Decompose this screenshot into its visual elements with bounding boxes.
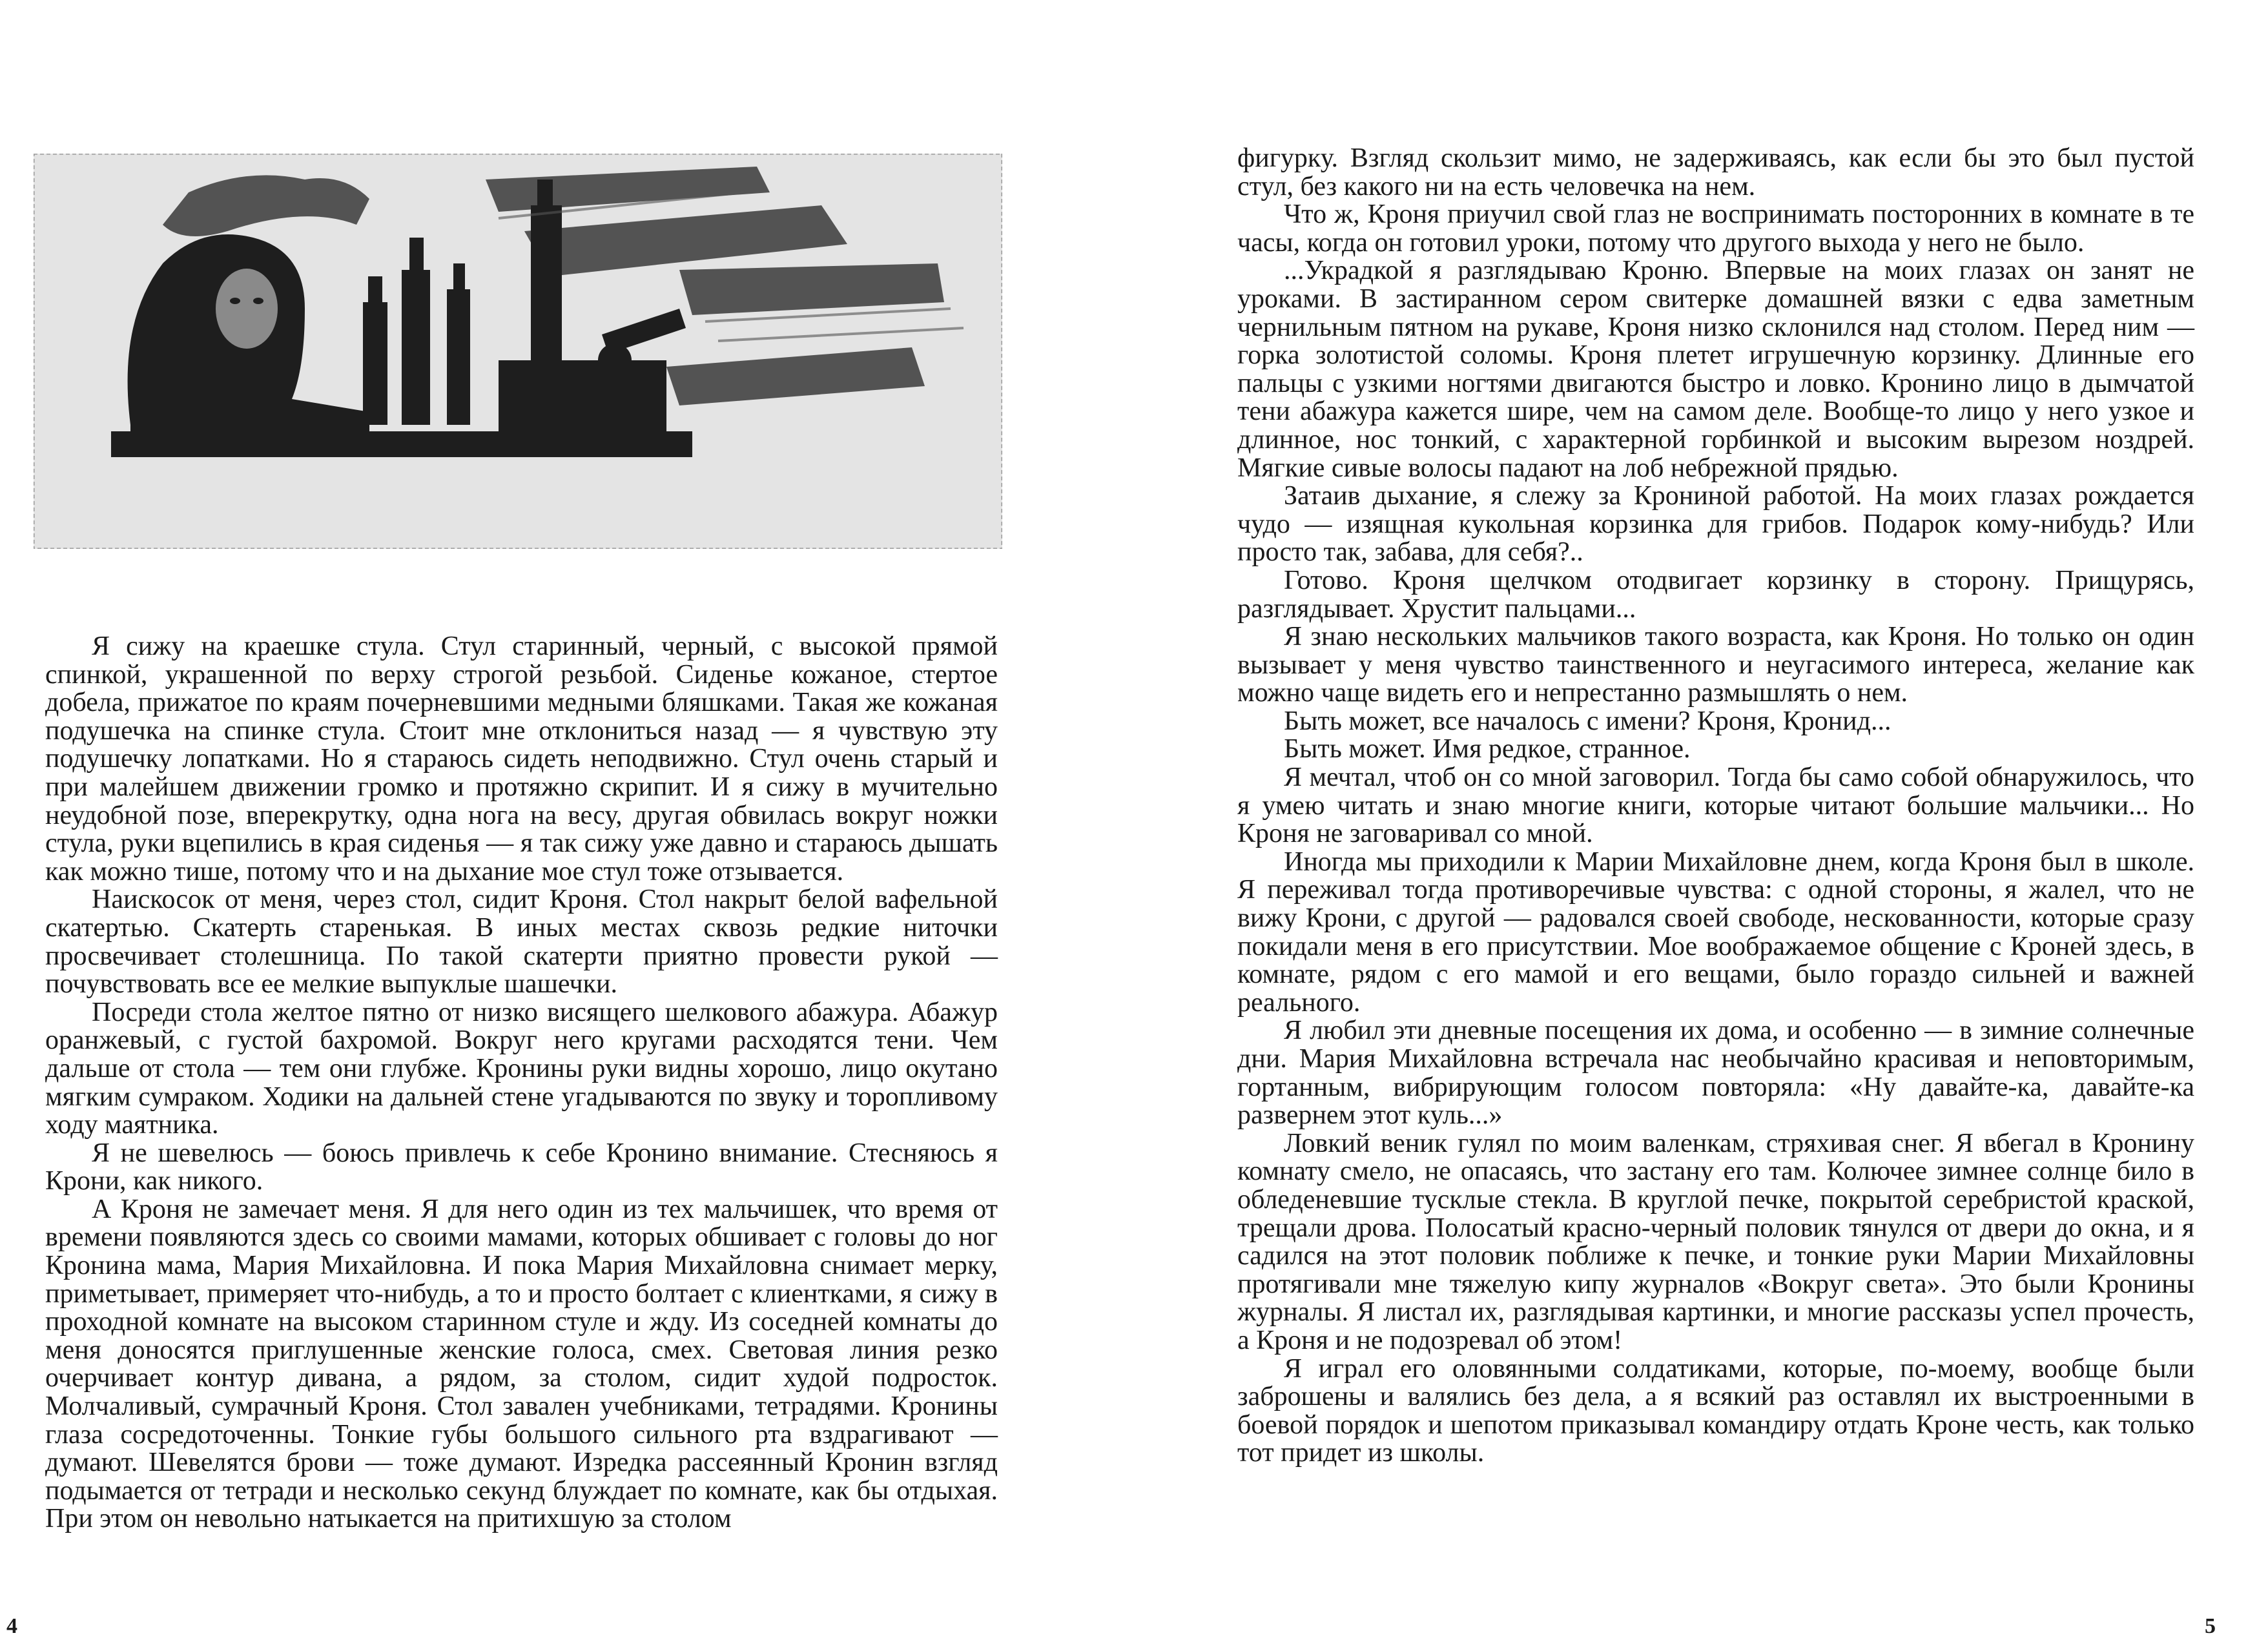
chapter-illustration [34, 154, 1002, 549]
paragraph: Готово. Кроня щелчком отодвигает корзинку в сторону. Прищурясь, разглядывает. Хрустит пальцами... [1237, 565, 2194, 624]
paragraph: Затаив дыхание, я слежу за Крониной работой. На моих глазах рождается чудо — изящная кукольная корзинка для грибов. Подарок кому-нибудь? Или просто так, забава, для себя?.. [1237, 481, 2194, 568]
paragraph: Иногда мы приходили к Марии Михайловне днем, когда Кроня был в школе. Я переживал тогда противоречивые чувства: с одной стороны, я жалел, что не вижу Крони, с другой — радовался своей свободе, нескованности, которые сразу покидали меня в его присутствии. Мое воображаемое общение с Кроней здесь, в комнате, рядом с его мамой и его вещами, было гораздо сильней и важней реального. [1237, 846, 2194, 1018]
paragraph: Посреди стола желтое пятно от низко висящего шелкового абажура. Абажур оранжевый, с густой бахромой. Вокруг него кругами расходятся тени. Чем дальше от стола — тем они глубже. Кронины руки видны хорошо, лицо окутано мягким сумраком. Ходики на дальней стене угадываются по звуку и торопливому ходу маятника. [45, 997, 998, 1140]
paragraph: ...Украдкой я разглядываю Кроню. Впервые на моих глазах он занят не уроками. В застиранном сером свитерке домашней вязки с едва заметным чернильным пятном на рукаве, Кроня низко склонился над столом. Перед ним — горка золотистой соломы. Кроня плетет игрушечную корзинку. Длинные его пальцы с узкими ногтями двигаются быстро и ловко. Кронино лицо в дымчатой тени абажура кажется шире, чем на самом деле. Вообще-то лицо у него узкое и длинное, нос тонкий, с характерной горбинкой и высоким вырезом ноздрей. Мягкие сивые волосы падают на лоб небрежной прядью. [1237, 256, 2194, 483]
paragraph: Я знаю нескольких мальчиков такого возраста, как Кроня. Но только он один вызывает у меня чувство таинственного и неугасимого интереса, желание как можно чаще видеть его и непрестанно размышлять о нем. [1237, 622, 2194, 708]
paragraph: Я играл его оловянными солдатиками, которые, по-моему, вообще были заброшены и валялись без дела, а я всякий раз оставлял их выстроенными в боевой порядок и шепотом приказывал командиру отдать Кроне честь, как только тот придет из школы. [1237, 1353, 2194, 1468]
paragraph: Я сижу на краешке стула. Стул старинный, черный, с высокой прямой спинкой, украшенной по верху строгой резьбой. Сиденье кожаное, стертое добела, прижатое по краям почерневшими медными бляшками. Такая же кожаная подушечка на спинке стула. Стоит мне отклониться назад — я чувствую эту подушечку лопатками. Но я стараюсь сидеть неподвижно. Стул очень старый и при малейшем движении громко и протяжно скрипит. И я сижу в мучительно неудобной позе, вперекрутку, одна нога на весу, другая обвилась вокруг ножки стула, руки вцепились в края сиденья — я так сижу уже давно и стараюсь дышать как можно тише, потому что и на дыхание мое стул тоже отзывается. [45, 631, 998, 887]
paragraph: Быть может, все началось с имени? Кроня, Кронид... [1284, 706, 1892, 736]
paragraph: Быть может. Имя редкое, странное. [1284, 734, 1691, 764]
illustration-icon [34, 154, 1002, 549]
left-page-text [45, 633, 998, 1533]
page-number-right: 5 [2205, 1614, 2216, 1638]
paragraph: Что ж, Кроня приучил свой глаз не воспринимать посторонних в комнате в те часы, когда он готовил уроки, потому что другого выхода у него не было. [1237, 200, 2194, 258]
right-page-text [1237, 145, 2194, 1468]
paragraph: Я мечтал, чтоб он со мной заговорил. Тогда бы само собой обнаружилось, что я умею читать и знаю многие книги, которые читают большие мальчики... Но Кроня не заговаривал со мной. [1237, 763, 2194, 849]
paragraph: Я любил эти дневные посещения их дома, и особенно — в зимние солнечные дни. Мария Михайловна встречала нас необычайно красивая и неповторимым, гортанным, вибрирующим голосом повторяла: «Ну давайте-ка, давайте-ка развернем этот куль...» [1237, 1016, 2194, 1131]
paragraph: Наискосок от меня, через стол, сидит Кроня. Стол накрыт белой вафельной скатертью. Скатерть старенькая. В иных местах сквозь редкие ниточки просвечивает столешница. По такой скатерти приятно провести рукой — почувствовать все ее мелкие выпуклые шашечки. [45, 885, 998, 1000]
paragraph: Я не шевелюсь — боюсь привлечь к себе Кронино внимание. Стесняюсь я Крони, как никого. [45, 1138, 998, 1196]
right-page [1134, 0, 2268, 1651]
paragraph: Ловкий веник гулял по моим валенкам, стряхивая снег. Я вбегал в Кронину комнату смело, не опасаясь, что застану его там. Колючее зимнее солнце било в обледеневшие тусклые стекла. В круглой печке, покрытой серебристой краской, трещали дрова. Полосатый красно-черный половик тянулся от двери до окна, и я садился на этот половик поближе к печке, и тонкие руки Марии Михайловны протягивали мне тяжелую кипу журналов «Вокруг света». Это были Кронины журналы. Я листал их, разглядывая картинки, и многие рассказы успел прочесть, а Кроня и не подозревал об этом! [1237, 1128, 2194, 1355]
paragraph: А Кроня не замечает меня. Я для него один из тех мальчишек, что время от времени появляются здесь со своими мамами, которых обшивает с головы до ног Кронина мама, Мария Михайловна. И пока Мария Михайловна снимает мерку, приметывает, примеряет что-нибудь, а то и просто болтает с клиентками, я сижу в проходной комнате на высоком старинном стуле и жду. Из соседней комнаты до меня доносятся приглушенные женские голоса, смех. Световая линия резко очерчивает контур дивана, а рядом, за столом, сидит худой подросток. Молчаливый, сумрачный Кроня. Стол завален учебниками, тетрадями. Кронины глаза сосредоточенны. Тонкие губы большого сильного рта вздрагивают — думают. Шевелятся брови — тоже думают. Изредка рассеянный Кронин взгляд подымается от тетради и несколько секунд блуждает по комнате, как бы отдыхая. При этом он невольно натыкается на притихшую за столом [45, 1194, 998, 1534]
page-number-left: 4 [6, 1614, 17, 1638]
paragraph-continued: фигурку. Взгляд скользит мимо, не задерживаясь, как если бы это был пустой стул, без какого ни на есть человечка на нем. [1237, 143, 2194, 201]
